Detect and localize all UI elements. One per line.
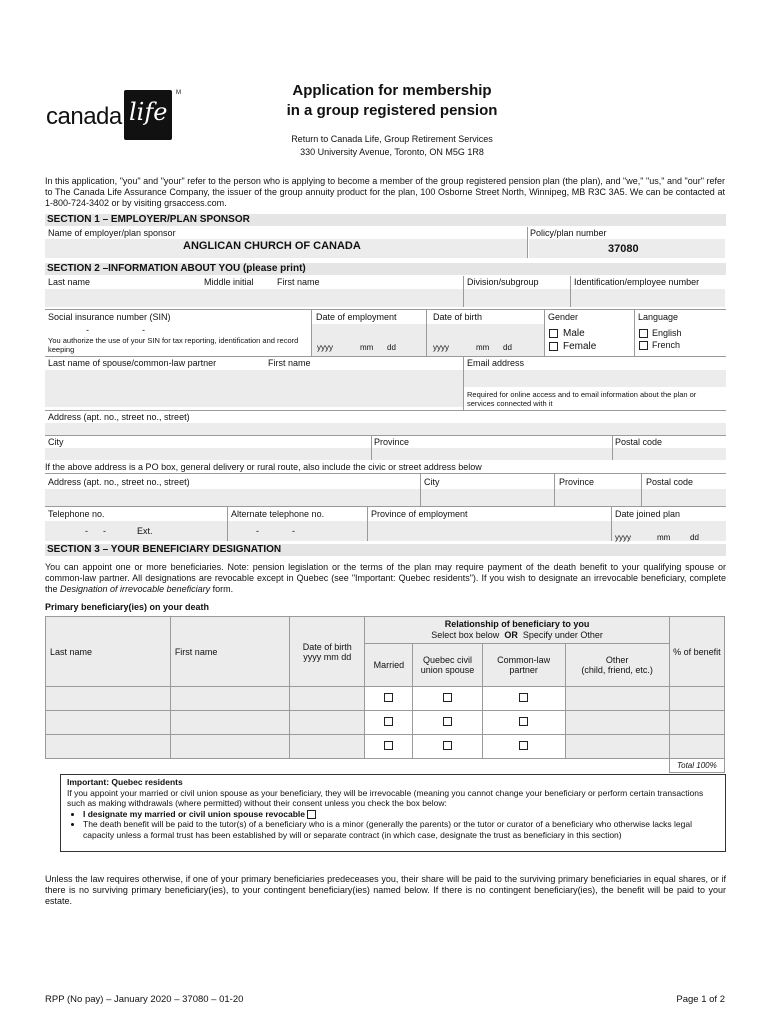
th-other <box>565 644 669 687</box>
email-field[interactable] <box>464 370 726 387</box>
french-checkbox[interactable] <box>639 341 648 350</box>
name-field[interactable] <box>45 289 463 307</box>
email-label: Email address <box>467 358 525 368</box>
date-joined-label: Date joined plan <box>615 509 681 519</box>
cell-first-name[interactable] <box>170 735 289 759</box>
spouse-last-label: Last name of spouse/common-law partner <box>48 358 217 368</box>
cell-married <box>365 735 413 759</box>
beneficiary-intro-text: You can appoint one or more beneficiaries. Note: pension legislation or the terms of the plan may require payment of the death benefit to your qualifying spouse or common-law partner. All designations are revocable except in Quebec (see "Important: Quebec residents"). If you wish to designate an irrevocable beneficiary, complete the <box>45 562 726 594</box>
th-last-name: Last name <box>46 617 171 687</box>
cell-last-name[interactable] <box>46 711 171 735</box>
cell-quebec <box>413 711 482 735</box>
married-checkbox[interactable] <box>384 693 393 702</box>
prov-emp-field[interactable] <box>368 521 611 541</box>
address-label: Address (apt. no., street no., street) <box>48 412 190 422</box>
postal-field[interactable] <box>613 448 726 460</box>
divider <box>45 506 726 507</box>
cell-first-name[interactable] <box>170 711 289 735</box>
married-checkbox[interactable] <box>384 741 393 750</box>
th-rel-or: OR <box>504 630 518 640</box>
common-law-checkbox[interactable] <box>519 693 528 702</box>
cell-married <box>365 711 413 735</box>
total-label: Total 100% <box>669 759 724 773</box>
cell-quebec <box>413 735 482 759</box>
doe-yyyy: yyyy <box>317 343 333 352</box>
postal2-label: Postal code <box>646 477 694 487</box>
doe-mm: mm <box>360 343 374 352</box>
female-label: Female <box>563 341 597 352</box>
th-rel-select: Select box below <box>431 630 500 640</box>
employee-id-label: Identification/employee number <box>574 277 700 287</box>
province2-label: Province <box>559 477 595 487</box>
male-label: Male <box>563 328 585 339</box>
life-mark-text: life <box>129 98 168 126</box>
cell-first-name[interactable] <box>170 687 289 711</box>
divider <box>45 473 726 474</box>
cell-common-law <box>482 711 565 735</box>
form-title <box>260 81 524 121</box>
address-field[interactable] <box>45 423 726 435</box>
sin-label: Social insurance number (SIN) <box>48 312 171 322</box>
divider <box>45 356 726 357</box>
quebec-bullet-tutor: • The death benefit will be paid to the tutor(s) of a beneficiary who is a minor (generally the parents) or the tutor or curator of a beneficiary who otherwise lacks legal capacity unless a formal trust has been established by will or separate contract (in which case, designate the trust as beneficiary in this section) <box>83 819 719 840</box>
city-label: City <box>48 437 64 447</box>
cell-other[interactable] <box>565 735 669 759</box>
th-rel-heading: Relationship of beneficiary to you <box>444 619 590 629</box>
section2-heading: SECTION 2 –INFORMATION ABOUT YOU (please print) <box>45 263 726 275</box>
male-checkbox[interactable] <box>549 329 558 338</box>
dob-mm: mm <box>476 343 490 352</box>
cell-married <box>365 687 413 711</box>
quebec-checkbox[interactable] <box>443 693 452 702</box>
cell-pct[interactable] <box>669 687 724 711</box>
divider <box>527 227 528 258</box>
th-rel-specify: Specify under Other <box>522 630 603 640</box>
th-other-note: (child, friend, etc.) <box>581 665 653 675</box>
table-row <box>46 711 725 735</box>
total-spacer <box>46 759 670 773</box>
quebec-list <box>67 809 719 841</box>
language-label: Language <box>638 312 679 322</box>
joined-yyyy: yyyy <box>615 533 631 542</box>
phone-dash: - <box>103 526 106 536</box>
address2-label: Address (apt. no., street no., street) <box>48 477 190 487</box>
quebec-text: If you appoint your married or civil union spouse as your beneficiary, they will be irrevocable (meaning you cannot change your beneficiary or perform certain transactions such as making withdrawals (where permitted) without their consent unless you check the box below: <box>67 787 704 808</box>
irrevocable-form-name: Designation of irrevocable beneficiary <box>60 584 211 594</box>
beneficiary-intro <box>45 562 726 595</box>
cell-other[interactable] <box>565 711 669 735</box>
cell-dob[interactable] <box>289 711 364 735</box>
sin-note: You authorize the use of your SIN for tax reporting, identification and record keeping <box>48 336 299 354</box>
cell-common-law <box>482 735 565 759</box>
footer-form-code: RPP (No pay) – January 2020 – 37080 – 01-20 <box>45 994 244 1005</box>
cell-dob[interactable] <box>289 687 364 711</box>
return-line2: 330 University Avenue, Toronto, ON M5G 1R8 <box>300 147 484 157</box>
city-field[interactable] <box>45 448 371 460</box>
divider <box>45 309 726 310</box>
form-title-line2: in a group registered pension <box>286 102 498 119</box>
sponsor-value: ANGLICAN CHURCH OF CANADA <box>183 240 361 252</box>
th-pct: % of benefit <box>669 617 724 687</box>
revocable-checkbox[interactable] <box>307 810 316 819</box>
joined-mm: mm <box>657 533 671 542</box>
province2-field[interactable] <box>555 489 641 506</box>
th-married: Married <box>365 644 413 687</box>
po-note: If the above address is a PO box, general delivery or rural route, also include the civic or street address below <box>45 462 482 472</box>
table-row <box>46 735 725 759</box>
life-mark <box>124 90 172 140</box>
quebec-checkbox[interactable] <box>443 717 452 726</box>
alt-phone-dash: - <box>292 526 295 536</box>
primary-heading: Primary beneficiary(ies) on your death <box>45 602 210 612</box>
quebec-residents-box <box>60 774 726 852</box>
cell-last-name[interactable] <box>46 687 171 711</box>
alt-phone-field[interactable] <box>228 521 367 541</box>
th-relationship <box>365 617 669 644</box>
beneficiary-table <box>45 616 725 773</box>
quebec-checkbox[interactable] <box>443 741 452 750</box>
return-line1: Return to Canada Life, Group Retirement Services <box>291 134 493 144</box>
th-first-name: First name <box>170 617 289 687</box>
section1-heading: SECTION 1 – EMPLOYER/PLAN SPONSOR <box>45 214 726 226</box>
divider <box>45 435 726 436</box>
th-dob-format: yyyy mm dd <box>303 651 352 662</box>
th-other-label: Other <box>605 655 629 665</box>
alt-phone-dash: - <box>256 526 259 536</box>
female-checkbox[interactable] <box>549 342 558 351</box>
intro-paragraph: In this application, "you" and "your" refer to the person who is applying to become a member of the group registered pension plan (the plan), and "we," "us," and "our" refer to The Canada Life Assurance Company, the issuer of the group annuity product for the plan, 100 Osborne Street North, Winnipeg, MB R3C 3A5. We can be contacted at 1-800-724-3402 or by visiting grsaccess.com. <box>45 176 725 208</box>
section3-heading: SECTION 3 – YOUR BENEFICIARY DESIGNATION <box>45 544 726 556</box>
first-name-label: First name <box>277 277 320 287</box>
postal2-field[interactable] <box>642 489 726 506</box>
last-name-label: Last name <box>48 277 91 287</box>
footer-page-number: Page 1 of 2 <box>676 994 725 1005</box>
common-law-checkbox[interactable] <box>519 717 528 726</box>
prov-emp-label: Province of employment <box>371 509 468 519</box>
th-rel-instructions <box>365 630 668 641</box>
dob-yyyy: yyyy <box>433 343 449 352</box>
common-law-checkbox[interactable] <box>519 741 528 750</box>
sin-dash: - <box>142 325 145 335</box>
address2-field[interactable] <box>45 489 420 506</box>
province-label: Province <box>374 437 410 447</box>
ext-label: Ext. <box>137 526 153 536</box>
gender-label: Gender <box>548 312 579 322</box>
trademark-mark: M <box>176 90 181 96</box>
total-row <box>46 759 725 773</box>
employee-id-field[interactable] <box>571 289 725 307</box>
revocable-statement: I designate my married or civil union spouse revocable <box>83 808 306 819</box>
spouse-first-label: First name <box>268 358 311 368</box>
cell-pct[interactable] <box>669 711 724 735</box>
policy-value: 37080 <box>608 243 639 255</box>
cell-dob[interactable] <box>289 735 364 759</box>
email-note: Required for online access and to email information about the plan or services connected with it <box>467 390 697 408</box>
divider <box>634 310 635 356</box>
canada-life-logo <box>46 90 196 140</box>
city2-field[interactable] <box>421 489 554 506</box>
phone-field[interactable] <box>45 521 227 541</box>
form-title-line1: Application for membership <box>292 82 492 99</box>
doe-label: Date of employment <box>316 312 397 322</box>
divider <box>45 410 726 411</box>
th-dob-label: Date of birth <box>302 641 352 652</box>
division-label: Division/subgroup <box>467 277 539 287</box>
brand-text: canada <box>46 103 122 130</box>
sin-dash: - <box>86 325 89 335</box>
city2-label: City <box>424 477 440 487</box>
sponsor-label: Name of employer/plan sponsor <box>48 228 176 238</box>
married-checkbox[interactable] <box>384 717 393 726</box>
closing-paragraph: Unless the law requires otherwise, if one of your primary beneficiaries predeceases you, their share will be paid to the surviving primary beneficiaries in equal shares, or if there is no surviving primary beneficiary(ies), to your contingent beneficiary(ies) named below. If there is no contingent beneficiary(ies), the benefit will be paid to your estate. <box>45 874 726 906</box>
beneficiary-intro-end: form. <box>210 584 234 594</box>
alt-phone-label: Alternate telephone no. <box>231 509 325 519</box>
return-address <box>240 133 544 159</box>
quebec-title: Important: Quebec residents <box>67 777 183 787</box>
division-field[interactable] <box>464 289 570 307</box>
middle-initial-label: Middle initial <box>204 277 254 287</box>
cell-quebec <box>413 687 482 711</box>
english-label: English <box>652 328 682 338</box>
dob-dd: dd <box>503 343 512 352</box>
english-checkbox[interactable] <box>639 329 648 338</box>
french-label: French <box>652 340 681 350</box>
postal-label: Postal code <box>615 437 663 447</box>
cell-pct[interactable] <box>669 735 724 759</box>
phone-dash: - <box>85 526 88 536</box>
phone-label: Telephone no. <box>48 509 105 519</box>
divider <box>544 310 545 356</box>
th-quebec: Quebec civil union spouse <box>413 644 482 687</box>
cell-common-law <box>482 687 565 711</box>
policy-label: Policy/plan number <box>530 228 607 238</box>
joined-dd: dd <box>690 533 699 542</box>
doe-dd: dd <box>387 343 396 352</box>
table-row <box>46 687 725 711</box>
cell-last-name[interactable] <box>46 735 171 759</box>
th-dob <box>289 617 364 687</box>
quebec-bullet-revocable <box>83 809 719 820</box>
spouse-name-field[interactable] <box>45 370 463 407</box>
dob-label: Date of birth <box>433 312 483 322</box>
th-common-law: Common-law partner <box>482 644 565 687</box>
province-field[interactable] <box>372 448 612 460</box>
cell-other[interactable] <box>565 687 669 711</box>
